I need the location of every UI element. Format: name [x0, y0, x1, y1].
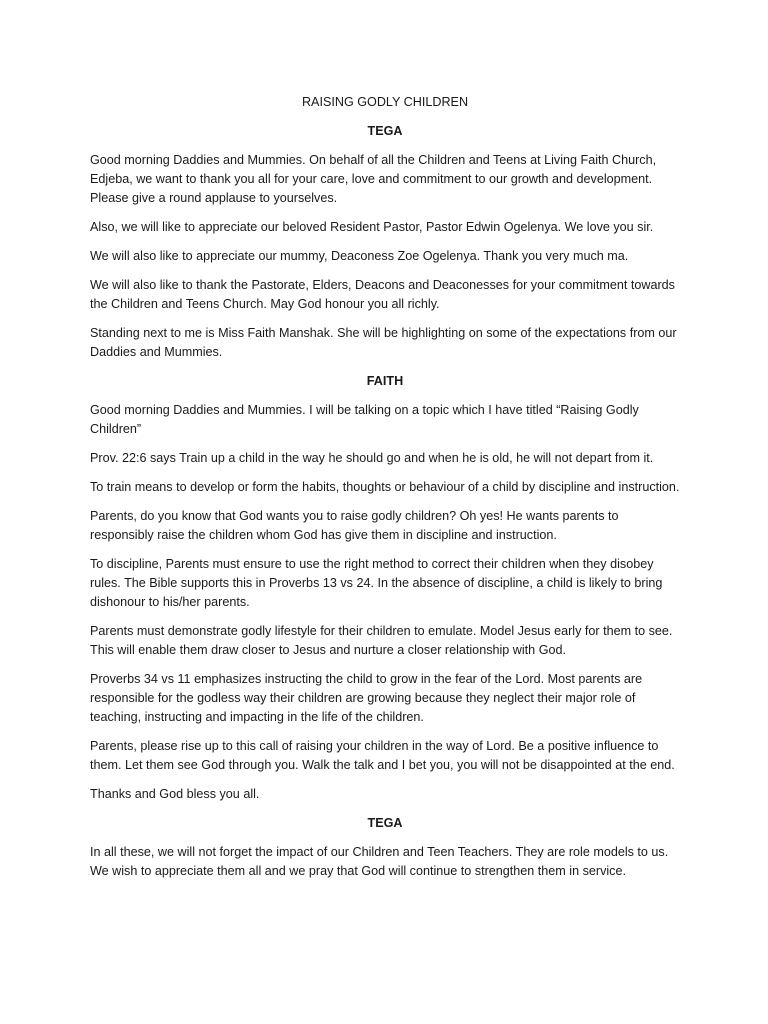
paragraph: Parents, do you know that God wants you to raise godly children? Oh yes! He wants parents to responsibly raise the children whom God has give them in discipline and instruction.	[90, 509, 619, 542]
speaker-heading-tega: TEGA	[367, 124, 403, 138]
paragraph: In all these, we will not forget the impact of our Children and Teen Teachers. They are role models to us. We wish to appreciate them all and we pray that God will continue to strengthen them in service.	[90, 845, 669, 878]
paragraph: Thanks and God bless you all.	[90, 787, 260, 801]
paragraph: Standing next to me is Miss Faith Manshak. She will be highlighting on some of the expectations from our Daddies and Mummies.	[90, 326, 677, 359]
paragraph: Proverbs 34 vs 11 emphasizes instructing the child to grow in the fear of the Lord. Most parents are responsible for the godless way their children are growing because they neglect their major role of teaching, instructing and impacting in the life of the children.	[90, 672, 643, 724]
document-body	[90, 93, 680, 891]
paragraph: Good morning Daddies and Mummies. I will be talking on a topic which I have titled “Raising Godly Children”	[90, 403, 639, 436]
paragraph: Parents, please rise up to this call of raising your children in the way of Lord. Be a positive influence to them. Let them see God through you. Walk the talk and I bet you, you will not be disappointed at the end.	[90, 739, 675, 772]
document-title: RAISING GODLY CHILDREN	[301, 95, 469, 109]
paragraph: Also, we will like to appreciate our beloved Resident Pastor, Pastor Edwin Ogelenya. We love you sir.	[90, 220, 654, 234]
paragraph: We will also like to appreciate our mummy, Deaconess Zoe Ogelenya. Thank you very much ma.	[90, 249, 629, 263]
paragraph: We will also like to thank the Pastorate, Elders, Deacons and Deaconesses for your commitment towards the Children and Teens Church. May God honour you all richly.	[90, 278, 675, 311]
speaker-heading-tega-closing: TEGA	[367, 816, 403, 830]
speaker-heading-faith: FAITH	[366, 374, 404, 388]
paragraph: To discipline, Parents must ensure to use the right method to correct their children when they disobey rules. The Bible supports this in Proverbs 13 vs 24. In the absence of discipline, a child is likely to bring dishonour to his/her parents.	[90, 557, 663, 609]
paragraph: Prov. 22:6 says Train up a child in the way he should go and when he is old, he will not depart from it.	[90, 451, 654, 465]
paragraph: Good morning Daddies and Mummies. On behalf of all the Children and Teens at Living Faith Church, Edjeba, we want to thank you all for your care, love and commitment to our growth and development. Please give a round applause to yourselves.	[90, 153, 657, 205]
paragraph: Parents must demonstrate godly lifestyle for their children to emulate. Model Jesus early for them to see. This will enable them draw closer to Jesus and nurture a closer relationship with God.	[90, 624, 673, 657]
paragraph: To train means to develop or form the habits, thoughts or behaviour of a child by discipline and instruction.	[90, 480, 680, 494]
